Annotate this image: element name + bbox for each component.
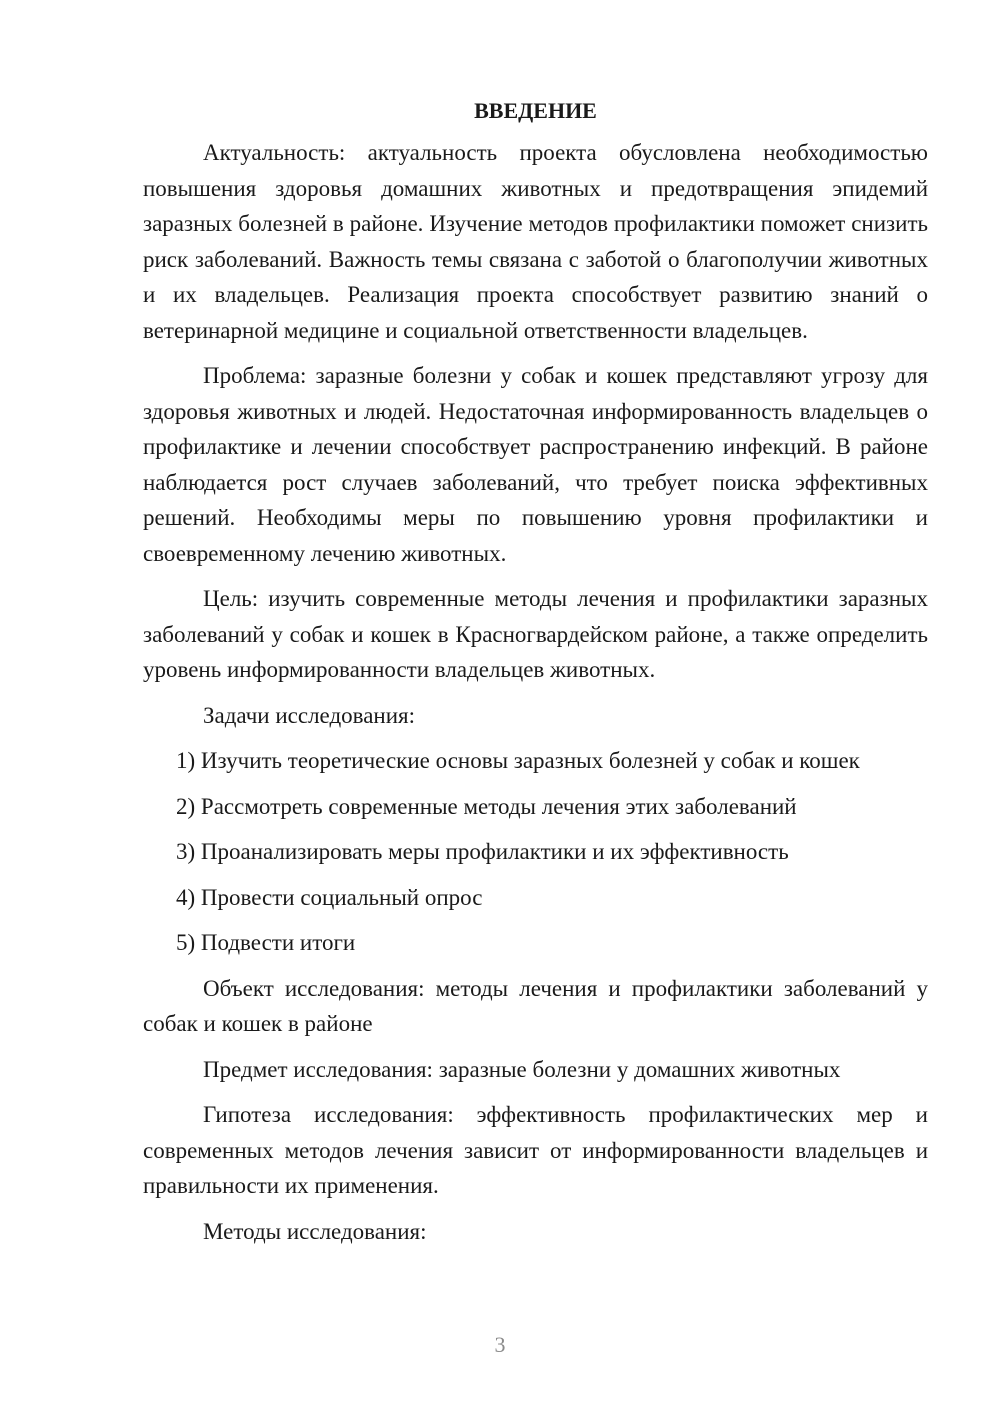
paragraph-object: Объект исследования: методы лечения и профилактики заболеваний у собак и кошек в районе bbox=[143, 975, 928, 1036]
paragraph-goal: Цель: изучить современные методы лечения и профилактики заразных заболеваний у собак и кошек в Красногвардейском районе, а также определить уровень информированности владельцев животных. bbox=[143, 586, 928, 682]
task-item-1: 1) Изучить теоретические основы заразных болезней у собак и кошек bbox=[176, 748, 860, 773]
paragraph-hypothesis: Гипотеза исследования: эффективность профилактических мер и современных методов лечения зависит от информированности владельцев и правильности их применения. bbox=[143, 1102, 928, 1198]
page-content bbox=[143, 94, 928, 1259]
paragraph-relevance: Актуальность: актуальность проекта обусловлена необходимостью повышения здоровья домашних животных и предотвращения эпидемий заразных болезней в районе. Изучение методов профилактики поможет снизить риск заболеваний. Важность темы связана с заботой о благополучии животных и их владельцев. Реализация проекта способствует развитию знаний о ветеринарной медицине и социальной ответственности владельцев. bbox=[143, 140, 928, 343]
task-item-3: 3) Проанализировать меры профилактики и их эффективность bbox=[176, 839, 789, 864]
task-item-2: 2) Рассмотреть современные методы лечения этих заболеваний bbox=[176, 793, 797, 819]
paragraph-problem: Проблема: заразные болезни у собак и кошек представляют угрозу для здоровья животных и людей. Недостаточная информированность владельцев о профилактике и лечении способствует распространению инфекций. В районе наблюдается рост случаев заболеваний, что требует поиска эффективных решений. Необходимы меры по повышению уровня профилактики и своевременному лечению животных. bbox=[143, 363, 928, 566]
task-item-4: 4) Провести социальный опрос bbox=[176, 884, 483, 910]
paragraph-methods: Методы исследования: bbox=[203, 1218, 427, 1244]
paragraph-tasks-intro: Задачи исследования: bbox=[203, 702, 416, 728]
task-item-5: 5) Подвести итоги bbox=[176, 930, 356, 955]
section-heading: ВВЕДЕНИЕ bbox=[474, 98, 597, 123]
paragraph-subject: Предмет исследования: заразные болезни у домашних животных bbox=[203, 1056, 841, 1082]
page-number: 3 bbox=[494, 1332, 506, 1357]
tasks-list bbox=[143, 743, 928, 961]
